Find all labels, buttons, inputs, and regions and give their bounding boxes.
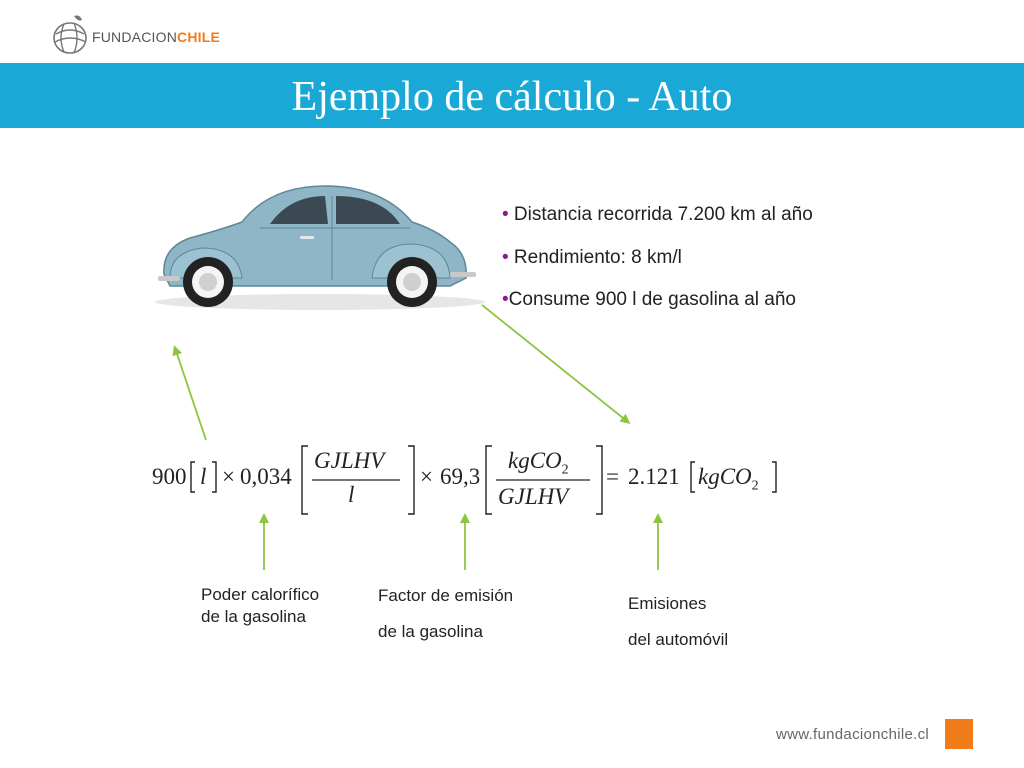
label-emissions-line2: del automóvil (628, 630, 729, 649)
bullet-text: Distancia recorrida 7.200 km al año (508, 204, 813, 225)
formula-hv-denominator: l (348, 482, 355, 507)
bullet-dot: • (502, 247, 509, 268)
label-emissions (628, 586, 728, 658)
formula-unit-liters: l (200, 464, 207, 489)
bullet-distance (502, 204, 813, 226)
formula-times-2: × (420, 464, 433, 489)
bullet-dot: • (502, 289, 509, 310)
globe-icon (50, 12, 92, 56)
logo-text (92, 29, 220, 45)
label-emission-factor-line1: Factor de emisión (378, 586, 514, 605)
emission-formula (150, 444, 790, 518)
arrow-to-result (482, 305, 628, 422)
label-emission-factor-line2: de la gasolina (378, 622, 483, 641)
formula-ef-numerator: kgCO$_2$ (508, 448, 569, 478)
formula-result: 2.121 (628, 464, 680, 489)
label-emission-factor (378, 578, 513, 650)
bullet-efficiency (502, 247, 682, 269)
label-heating-value-line1: Poder calorífico (201, 585, 320, 604)
logo-prefix: FUNDACION (92, 29, 178, 45)
bullet-text: Rendimiento: 8 km/l (508, 247, 682, 268)
slide-title: Ejemplo de cálculo - Auto (291, 74, 733, 120)
footer-orange-square (945, 719, 973, 749)
logo (50, 12, 220, 56)
formula-emission-factor: 69,3 (440, 464, 481, 489)
formula-ef-denominator: GJLHV (498, 484, 569, 509)
formula-times-1: × (222, 464, 235, 489)
car-icon (150, 178, 490, 313)
label-heating-value-line2: de la gasolina (201, 607, 306, 626)
formula-brackets (150, 444, 790, 518)
formula-heating-value: 0,034 (240, 464, 292, 489)
bullet-dot: • (502, 204, 509, 225)
formula-equals: = (606, 464, 619, 489)
label-emissions-line1: Emisiones (628, 594, 707, 613)
formula-hv-numerator: GJLHV (314, 448, 385, 473)
logo-suffix: CHILE (177, 29, 221, 45)
bullet-consumption (502, 289, 796, 311)
formula-result-unit: kgCO$_2$ (698, 464, 759, 494)
label-heating-value (201, 584, 319, 628)
title-bar (0, 63, 1024, 128)
footer-url[interactable]: www.fundacionchile.cl (776, 726, 930, 743)
arrow-to-car (175, 348, 206, 440)
bullet-text: Consume 900 l de gasolina al año (508, 289, 796, 310)
formula-quantity: 900 (152, 464, 187, 489)
